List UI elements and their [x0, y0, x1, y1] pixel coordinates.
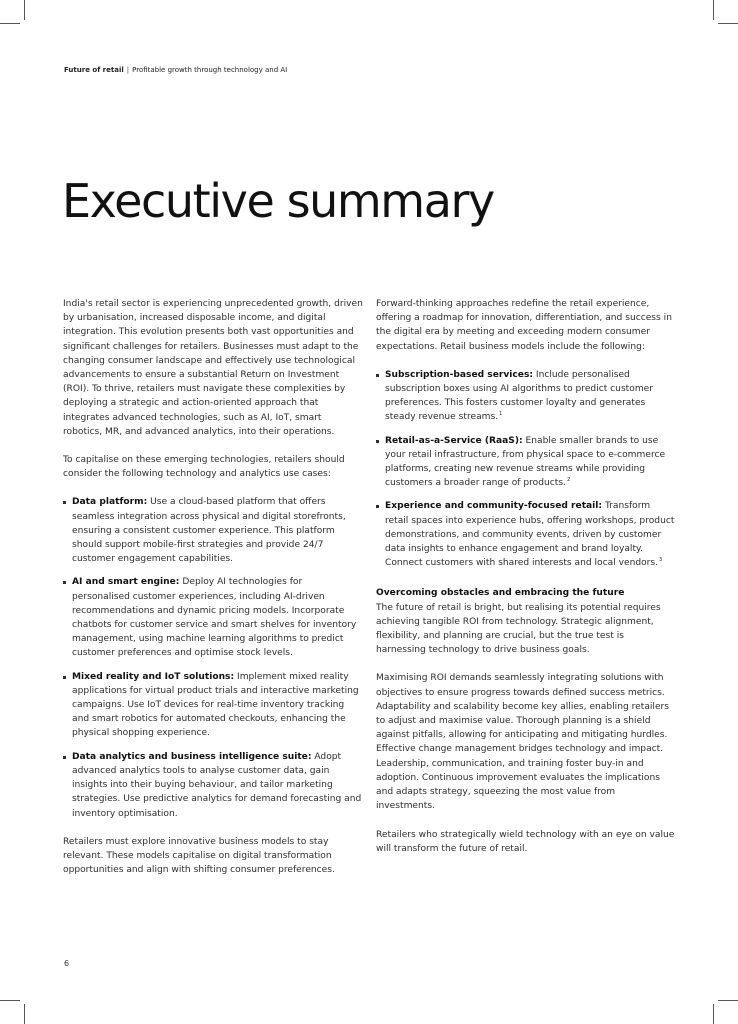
crop-mark — [0, 23, 20, 24]
bullet-text: Use a cloud-based platform that offers seamless integration across physical and digital storefronts, ensuring a consistent customer experience. This platform should support mobile-first strategies and provide 24/7 customer engagement capabilities. — [72, 497, 346, 565]
bullet-lead: Data platform: — [72, 497, 148, 508]
bullet-lead: Retail-as-a-Service (RaaS): — [385, 435, 523, 446]
list-item — [63, 495, 363, 566]
footnote-marker: 3 — [659, 557, 663, 564]
crop-mark — [24, 1004, 25, 1024]
list-item — [376, 499, 676, 570]
bullet-text: Enable smaller brands to use your retail infrastructure, from physical space to e-commerce platforms, creating new revenue streams while providing customers a broader range of products. — [385, 435, 666, 489]
bullet-text: Implement mixed reality applications for virtual product trials and interactive marketing campaigns. Use IoT devices for real-time inventory tracking and smart robotics for automated checkouts, enhancing the physical shopping experience. — [72, 671, 359, 739]
intro-paragraph: India's retail sector is experiencing unprecedented growth, driven by urbanisation, increased disposable income, and digital integration. This evolution presents both vast opportunities and significant challenges for retailers. Businesses must adapt to the changing consumer landscape and effectively use technological advancements to ensure a substantial Return on Investment (ROI). To thrive, retailers must navigate these complexities by deploying a strategic and action-oriented approach that integrates advanced technologies, such as AI, IoT, smart robotics, MR, and advanced analytics, into their operations. — [63, 299, 363, 437]
list-item — [376, 434, 676, 491]
right-column — [376, 297, 676, 870]
bullet-lead: Mixed reality and IoT solutions: — [72, 671, 235, 682]
list-item — [63, 750, 363, 821]
footnote-marker: 1 — [499, 411, 503, 418]
header-section: Future of retail — [64, 66, 124, 74]
maximising-roi-paragraph: Maximising ROI demands seamlessly integrating solutions with objectives to ensure progress towards defined success metrics. Adaptability and scalability become key allies, enabling retailers to adjust and maximise value. Thorough planning is a shield against pitfalls, allowing for anticipating and mitigating hurdles. Effective change management bridges technology and impact. Leadership, communication, and training foster buy-in and adoption. Continuous improvement evaluates the implications and adapts strategy, squeezing the most value from investments. — [376, 673, 670, 812]
header-separator: | — [126, 66, 130, 74]
bullet-lead: Subscription-based services: — [385, 369, 534, 380]
business-models-paragraph: Retailers must explore innovative business models to stay relevant. These models capitalise on digital transformation opportunities and align with shifting consumer preferences. — [63, 836, 335, 876]
crop-mark — [718, 23, 738, 24]
bullet-text: Include personalised subscription boxes using AI algorithms to predict customer preferences. This fosters customer loyalty and generates steady revenue streams. — [385, 369, 654, 423]
crop-mark — [0, 1000, 20, 1001]
footnote-marker: 2 — [566, 477, 571, 484]
page-number: 6 — [64, 959, 70, 968]
obstacles-paragraph: The future of retail is bright, but realising its potential requires achieving tangible ROI from technology. Strategic alignment, flexibility, and planning are crucial, but the true test is harnessing technology to drive business goals. — [376, 602, 661, 656]
crop-mark — [713, 0, 714, 20]
bullet-text: Transform retail spaces into experience hubs, offering workshops, product demonstrations, and community events, driven by customer data insights to enhance engagement and brand loyalty. Connect customers with shared interests and local vendors. — [385, 501, 675, 569]
crop-mark — [718, 1000, 738, 1001]
business-model-list — [376, 368, 676, 571]
list-item — [63, 575, 363, 660]
use-case-list — [63, 495, 363, 820]
bullet-lead: Experience and community-focused retail: — [385, 501, 603, 512]
bullet-text: Adopt advanced analytics tools to analyse customer data, gain insights into their buying behaviour, and tailor marketing strategies. Use predictive analytics for demand forecasting and inventory optimisation. — [72, 751, 362, 819]
crop-mark — [24, 0, 25, 20]
list-item — [376, 368, 676, 425]
crop-mark — [713, 1004, 714, 1024]
use-cases-intro: To capitalise on these emerging technologies, retailers should consider the following technology and analytics use cases: — [63, 455, 345, 480]
header-subtitle: Profitable growth through technology and AI — [132, 66, 288, 74]
running-header — [64, 66, 287, 74]
left-column — [63, 297, 363, 891]
list-item — [63, 670, 363, 741]
section-subheading: Overcoming obstacles and embracing the future — [376, 588, 625, 599]
bullet-text: Deploy AI technologies for personalised customer experiences, including AI-driven recommendations and dynamic pricing models. Incorporate chatbots for customer service and smart shelves for inventory management, using machine learning algorithms to predict customer preferences and optimise stock levels. — [72, 577, 357, 659]
bullet-lead: Data analytics and business intelligence suite: — [72, 751, 312, 762]
page-title: Executive summary — [62, 174, 494, 228]
bullet-lead: AI and smart engine: — [72, 577, 180, 588]
closing-paragraph: Retailers who strategically wield technology with an eye on value will transform the future of retail. — [376, 829, 675, 854]
approaches-paragraph: Forward-thinking approaches redefine the retail experience, offering a roadmap for innovation, differentiation, and success in the digital era by meeting and exceeding modern consumer expectations. Retail business models include the following: — [376, 299, 672, 352]
